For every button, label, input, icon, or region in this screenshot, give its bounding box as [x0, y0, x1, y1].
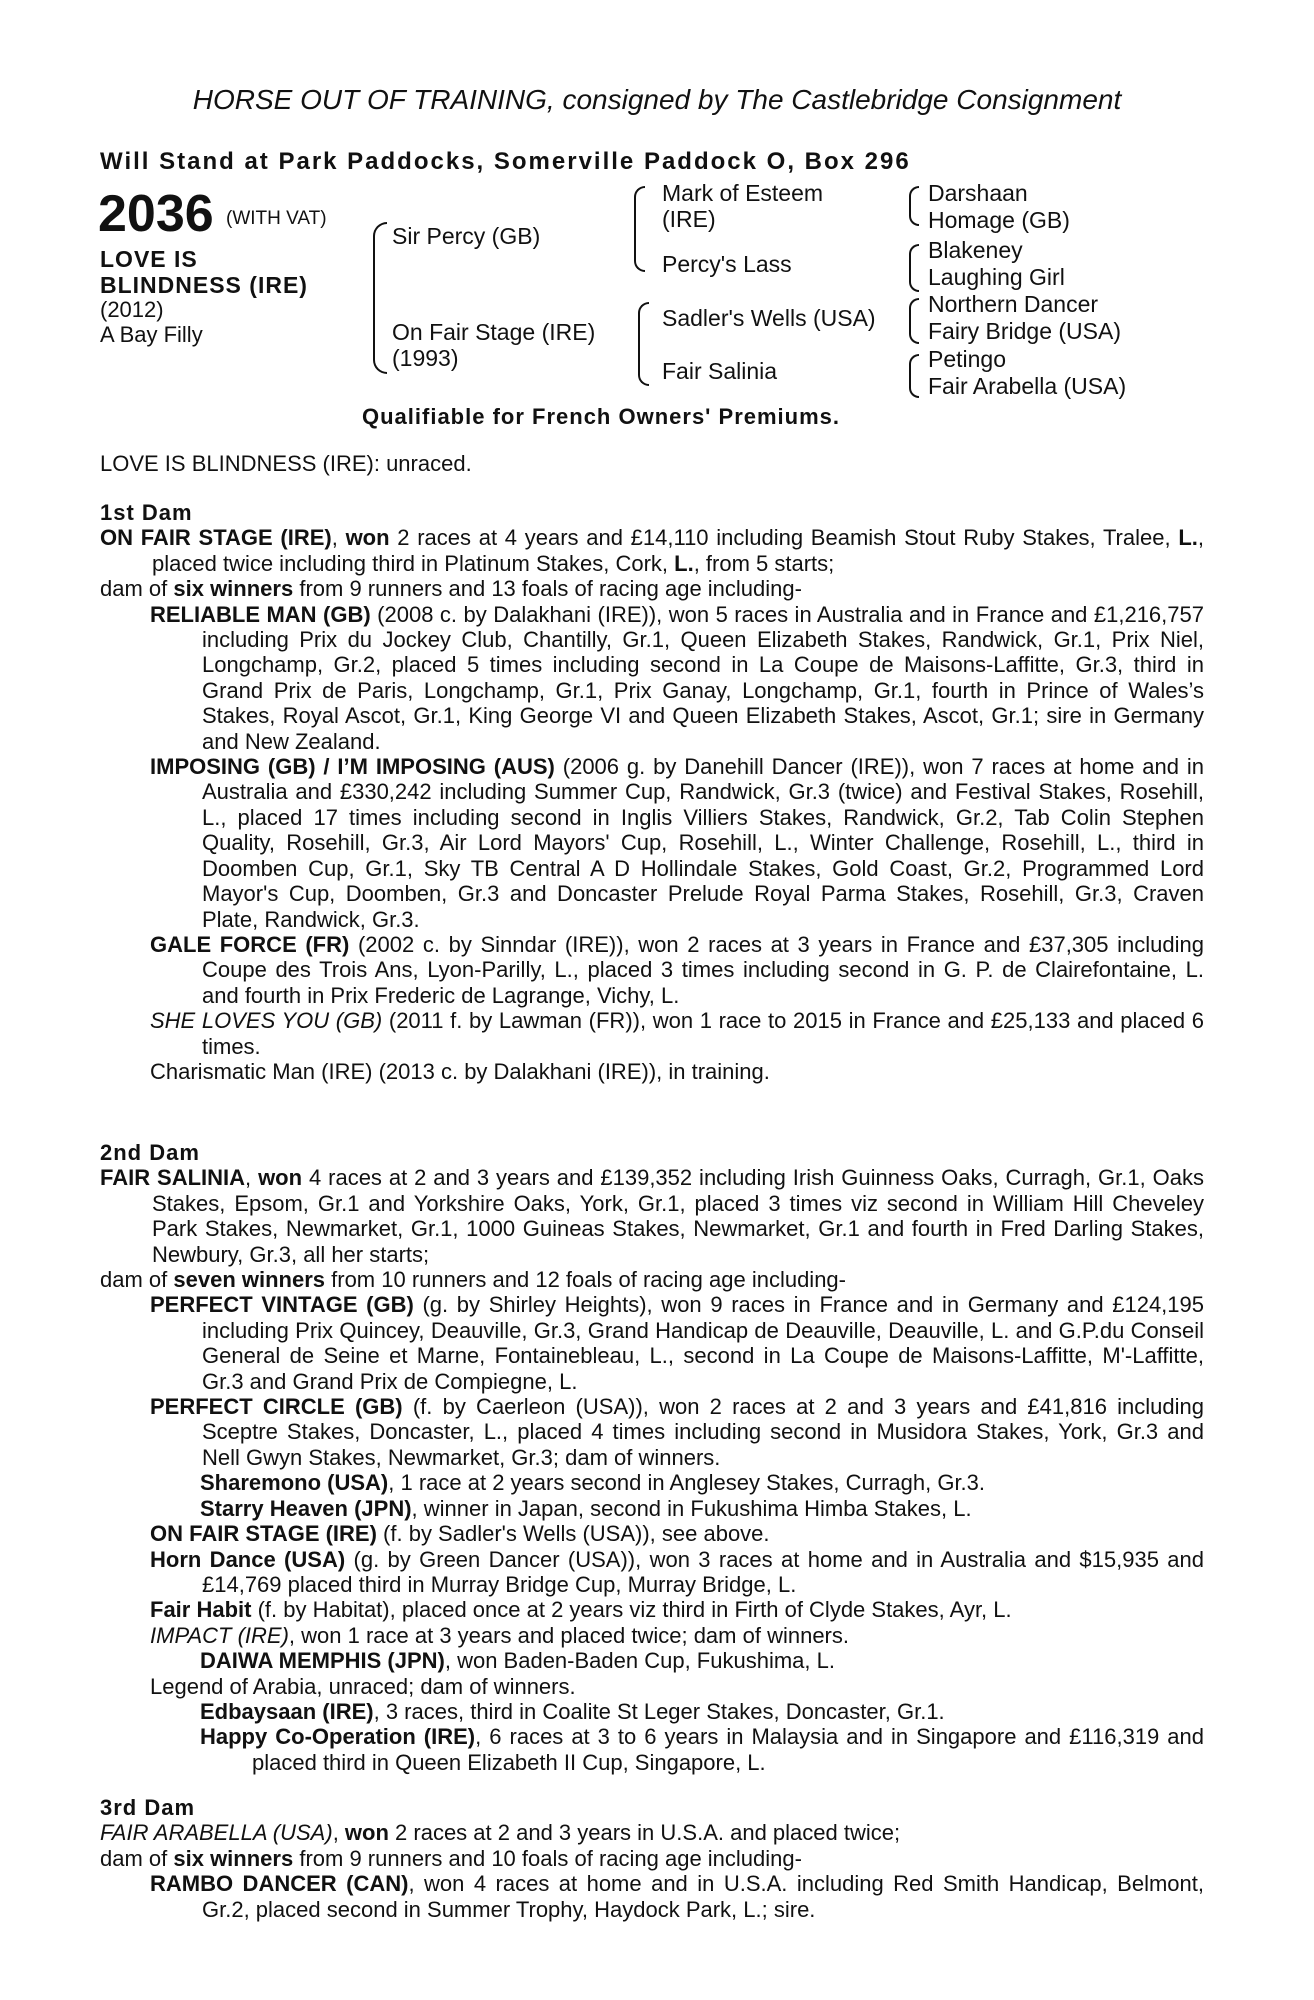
- pedigree-g3-4: Laughing Girl: [928, 264, 1065, 290]
- horse-name-line2: BLINDNESS (IRE): [100, 272, 308, 298]
- page-header: HORSE OUT OF TRAINING, consigned by The Castlebridge Consignment: [192, 84, 1122, 115]
- horse-name-line1: LOVE IS: [100, 246, 198, 272]
- produce-sub-item: Sharemono (USA), 1 race at 2 years second in Anglesey Stakes, Curragh, Gr.3.: [200, 1470, 986, 1496]
- produce-sub-item: Starry Heaven (JPN), winner in Japan, second in Fukushima Himba Stakes, L.: [200, 1495, 972, 1521]
- second-dam-heading: 2nd Dam: [100, 1140, 200, 1165]
- first-dam-heading: 1st Dam: [100, 500, 193, 525]
- pedigree-sire-dam: Percy's Lass: [662, 251, 792, 277]
- produce-item: PERFECT CIRCLE (GB) (f. by Caerleon (USA)), won 2 races at 2 and 3 years and £41,816 including Sceptre Stakes, Doncaster, L., placed 4 times including second in Musidora Stakes, York, Gr.3 and Nell Gwyn Stakes, Newmarket, Gr.3; dam of winners.: [150, 1394, 1204, 1470]
- produce-sub-item: Edbaysaan (IRE), 3 races, third in Coalite St Leger Stakes, Doncaster, Gr.1.: [200, 1698, 945, 1724]
- second-dam-record: FAIR SALINIA, won 4 races at 2 and 3 years and £139,352 including Irish Guinness Oaks, Curragh, Gr.1, Oaks Stakes, Epsom, Gr.1 and Yorkshire Oaks, York, Gr.1, placed 3 times viz second in William Hill Cheveley Park Stakes, Newmarket, Gr.1, 1000 Guineas Stakes, Newmarket, Gr.1 and fourth in Fred Darling Stakes, Newbury, Gr.3, all her starts;: [100, 1165, 1204, 1267]
- lot-number: 2036: [98, 185, 214, 243]
- produce-item: GALE FORCE (FR) (2002 c. by Sinndar (IRE)), won 2 races at 3 years in France and £37,305 including Coupe des Trois Ans, Lyon-Parilly, L., placed 3 times including second in G. P. de Clairefontaine, L. and fourth in Prix Frederic de Lagrange, Vichy, L.: [150, 931, 1204, 1008]
- first-dam-section: [100, 500, 1204, 1084]
- produce-item: RAMBO DANCER (CAN), won 4 races at home and in U.S.A. including Red Smith Handicap, Belmont, Gr.2, placed second in Summer Trophy, Haydock Park, L.; sire.: [150, 1871, 1204, 1922]
- pedigree-g3-1: Darshaan: [928, 180, 1028, 206]
- first-dam-produce-summary: dam of six winners from 9 runners and 13 foals of racing age including-: [100, 576, 802, 602]
- produce-item: PERFECT VINTAGE (GB) (g. by Shirley Heights), won 9 races in France and in Germany and £124,195 including Prix Quincey, Deauville, Gr.3, Grand Handicap de Deauville, Deauville, L. and G.P.du Conseil General de Seine et Marne, Fontainebleau, L., second in La Coupe de Maisons-Laffitte, M'-Laffitte, Gr.3 and Grand Prix de Compiegne, L.: [150, 1292, 1204, 1394]
- produce-item: SHE LOVES YOU (GB) (2011 f. by Lawman (FR)), won 1 race to 2015 in France and £25,133 and placed 6 times.: [150, 1008, 1204, 1059]
- produce-sub-item: DAIWA MEMPHIS (JPN), won Baden-Baden Cup, Fukushima, L.: [200, 1648, 835, 1674]
- produce-item: IMPACT (IRE), won 1 race at 3 years and placed twice; dam of winners.: [150, 1622, 849, 1648]
- pedigree-bracket-dam: [638, 302, 649, 386]
- pedigree-sire-sire-2: (IRE): [662, 206, 716, 232]
- pedigree-bracket-gen1: [373, 222, 387, 374]
- pedigree-bracket-ds: [909, 298, 919, 344]
- vat-note: (WITH VAT): [226, 208, 327, 229]
- produce-item: Fair Habit (f. by Habitat), placed once at 2 years viz third in Firth of Clyde Stakes, Ayr, L.: [150, 1597, 1012, 1623]
- produce-item: ON FAIR STAGE (IRE) (f. by Sadler's Wells (USA)), see above.: [150, 1521, 770, 1547]
- second-dam-section: [100, 1140, 1204, 1775]
- produce-item: IMPOSING (GB) / I’M IMPOSING (AUS) (2006 g. by Danehill Dancer (IRE)), won 7 races at home and in Australia and £330,242 including Summer Cup, Randwick, Gr.3 (twice) and Festival Stakes, Rosehill, L., placed 17 times including second in Inglis Villiers Stakes, Randwick, Gr.2, Tab Colin Stephen Quality, Rosehill, Gr.3, Air Lord Mayors' Cup, Rosehill, L., Winter Challenge, Rosehill, L., third in Doomben Cup, Gr.1, Sky TB Central A D Hollindale Stakes, Gold Coast, Gr.2, Programmed Lord Mayor's Cup, Doomben, Gr.3 and Doncaster Prelude Royal Parma Stakes, Rosehill, Gr.3, Craven Plate, Randwick, Gr.3.: [150, 754, 1205, 932]
- pedigree-bracket-sd: [909, 244, 919, 292]
- produce-sub-item: Happy Co-Operation (IRE), 6 races at 3 to 6 years in Malaysia and in Singapore and £116,319 and placed third in Queen Elizabeth II Cup, Singapore, L.: [200, 1724, 1205, 1775]
- pedigree-g3-8: Fair Arabella (USA): [928, 373, 1127, 399]
- produce-item: Legend of Arabia, unraced; dam of winners.: [150, 1673, 576, 1699]
- pedigree-g3-6: Fairy Bridge (USA): [928, 318, 1121, 344]
- pedigree-g3-7: Petingo: [928, 346, 1007, 372]
- third-dam-produce-summary: dam of six winners from 9 runners and 10 foals of racing age including-: [100, 1845, 802, 1871]
- produce-item: RELIABLE MAN (GB) (2008 c. by Dalakhani (IRE)), won 5 races in Australia and in France and £1,216,757 including Prix du Jockey Club, Chantilly, Gr.1, Queen Elizabeth Stakes, Randwick, Gr.1, Prix Niel, Longchamp, Gr.2, placed 5 times including second in La Coupe de Maisons-Laffitte, Gr.3, third in Grand Prix de Paris, Longchamp, Gr.1, Prix Ganay, Longchamp, Gr.1, fourth in Prince of Wales’s Stakes, Royal Ascot, Gr.1, King George VI and Queen Elizabeth Stakes, Ascot, Gr.1; sire in Germany and New Zealand.: [150, 601, 1204, 754]
- pedigree-sire: Sir Percy (GB): [392, 223, 541, 249]
- pedigree-dam-year: (1993): [392, 345, 459, 371]
- pedigree-g3-2: Homage (GB): [928, 207, 1070, 233]
- produce-item: Horn Dance (USA) (g. by Green Dancer (USA)), won 3 races at home and in Australia and $15,935 and £14,769 placed third in Murray Bridge Cup, Murray Bridge, L.: [150, 1546, 1205, 1597]
- first-dam-record: ON FAIR STAGE (IRE), won 2 races at 4 years and £14,110 including Beamish Stout Ruby Stakes, Tralee, L., placed twice including third in Platinum Stakes, Cork, L., from 5 starts;: [100, 525, 1204, 576]
- premiums-note: Qualifiable for French Owners' Premiums.: [362, 404, 841, 429]
- produce-item: Charismatic Man (IRE) (2013 c. by Dalakhani (IRE)), in training.: [150, 1058, 770, 1084]
- second-dam-produce-summary: dam of seven winners from 10 runners and 12 foals of racing age including-: [100, 1267, 846, 1293]
- pedigree-dam-dam: Fair Salinia: [662, 358, 778, 384]
- pedigree-g3-3: Blakeney: [928, 237, 1023, 263]
- race-record: LOVE IS BLINDNESS (IRE): unraced.: [100, 451, 472, 476]
- pedigree-bracket-sire: [634, 186, 645, 272]
- pedigree-g3-5: Northern Dancer: [928, 291, 1099, 317]
- horse-description: A Bay Filly: [100, 322, 203, 347]
- pedigree-bracket-ss: [909, 186, 919, 226]
- pedigree-dam: On Fair Stage (IRE): [392, 319, 596, 345]
- third-dam-section: [100, 1795, 1204, 1922]
- pedigree-bracket-dd: [909, 354, 919, 398]
- pedigree-sire-sire-1: Mark of Esteem: [662, 180, 824, 206]
- stand-location: Will Stand at Park Paddocks, Somerville Paddock O, Box 296: [100, 148, 911, 175]
- third-dam-heading: 3rd Dam: [100, 1795, 196, 1820]
- horse-year: (2012): [100, 297, 164, 322]
- pedigree-dam-sire: Sadler's Wells (USA): [662, 305, 876, 331]
- third-dam-record: FAIR ARABELLA (USA), won 2 races at 2 and 3 years in U.S.A. and placed twice;: [100, 1820, 901, 1846]
